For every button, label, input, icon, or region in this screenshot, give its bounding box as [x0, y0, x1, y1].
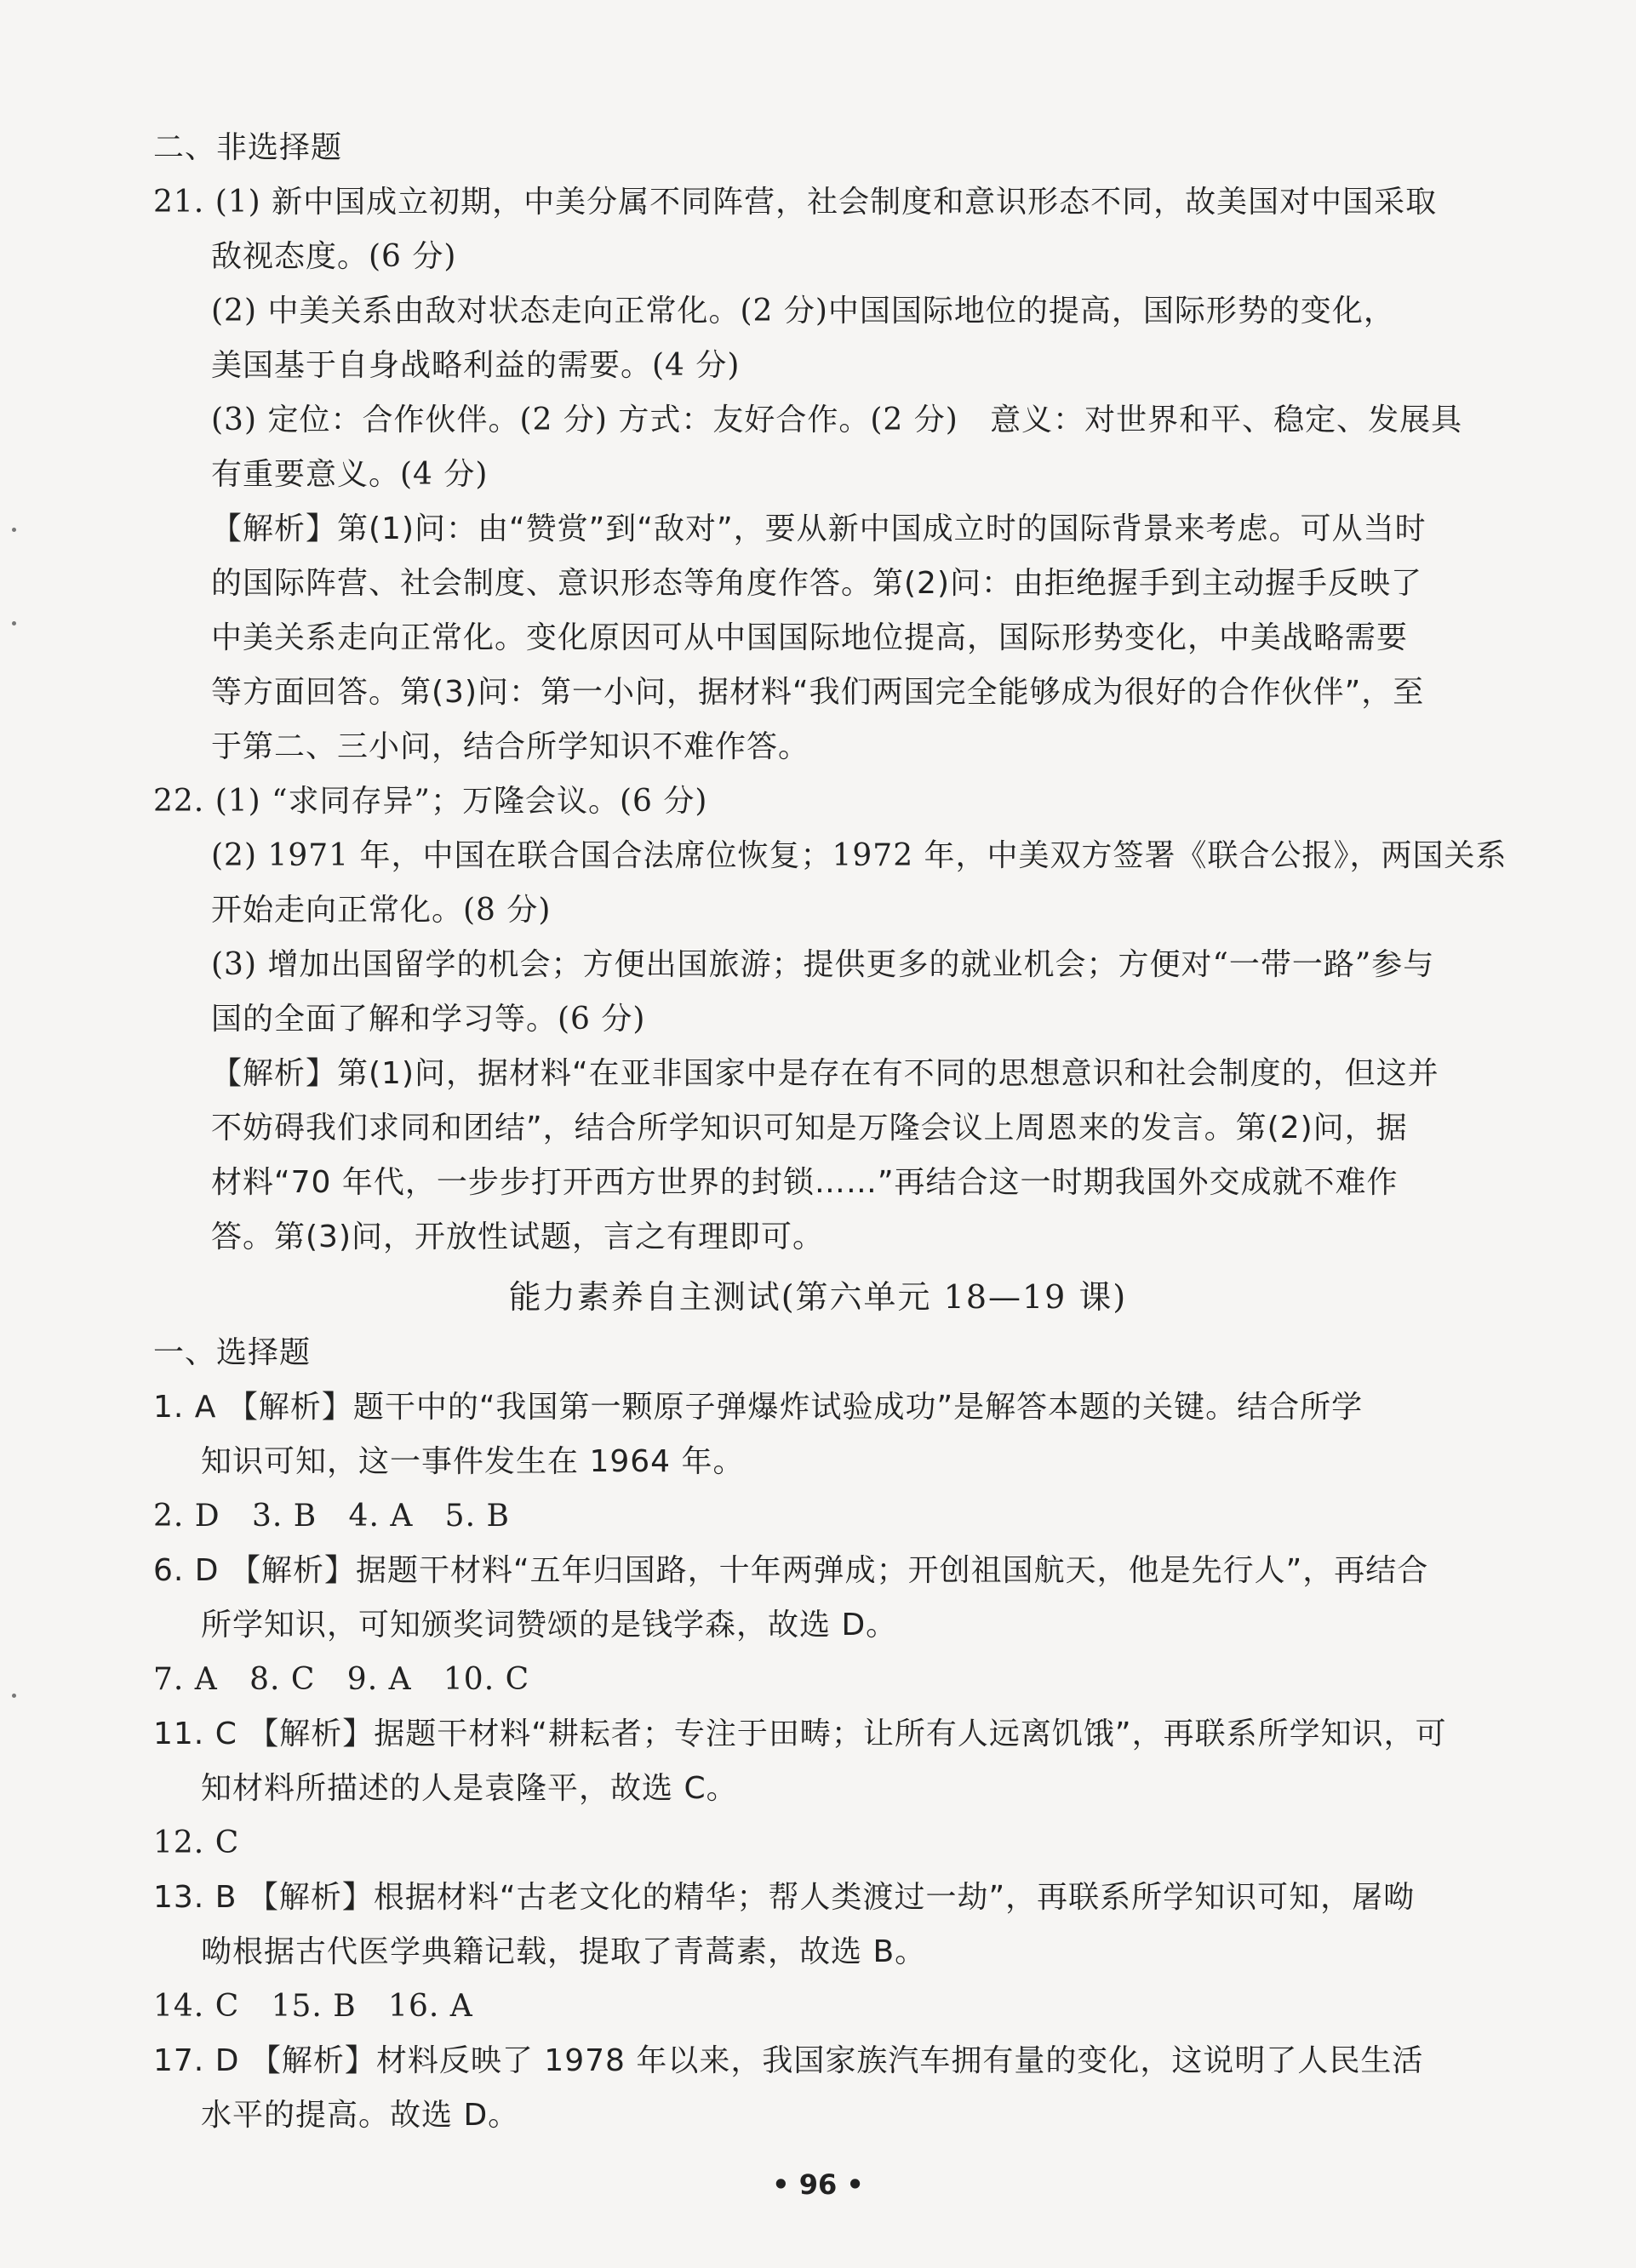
q21-line-6: 有重要意义。(4 分): [211, 457, 489, 492]
q21-line-5: (3) 定位：合作伙伴。(2 分) 方式：友好合作。(2 分) 意义：对世界和平、稳定、发展具: [211, 403, 1463, 437]
answer-12: 12. C: [153, 1825, 240, 1860]
answers-14-16: 14. C 15. B 16. A: [153, 1989, 473, 2024]
q22-line-1: 22. (1) “求同存异”；万隆会议。(6 分): [153, 784, 708, 819]
answer-17-line-1: 17. D 【解析】材料反映了 1978 年以来，我国家族汽车拥有量的变化，这说明了人民生活: [153, 2043, 1424, 2078]
q22-analysis-2: 不妨碍我们求同和团结”，结合所学知识可知是万隆会议上周恩来的发言。第(2)问，据: [211, 1111, 1408, 1145]
page-number: • 96 •: [772, 2168, 864, 2201]
test-title: 能力素养自主测试(第六单元 18—19 课): [508, 1278, 1128, 1316]
q22-analysis-4: 答。第(3)问，开放性试题，言之有理即可。: [211, 1220, 824, 1254]
q21-analysis-4: 等方面回答。第(3)问：第一小问，据材料“我们两国完全能够成为很好的合作伙伴”，至: [211, 675, 1425, 710]
q22-line-2: (2) 1971 年，中国在联合国合法席位恢复；1972 年，中美双方签署《联合公报》，两国关系: [211, 838, 1507, 873]
q21-line-3: (2) 中美关系由敌对状态走向正常化。(2 分)中国国际地位的提高，国际形势的变化，: [211, 294, 1395, 328]
answer-6-line-1: 6. D 【解析】据题干材料“五年归国路，十年两弹成；开创祖国航天，他是先行人”，再结合: [153, 1553, 1429, 1588]
answers-7-10: 7. A 8. C 9. A 10. C: [153, 1662, 530, 1697]
answer-6-line-2: 所学知识，可知颁奖词赞颂的是钱学森，故选 D。: [201, 1608, 898, 1642]
answer-11-line-2: 知材料所描述的人是袁隆平，故选 C。: [201, 1771, 738, 1806]
answer-1-line-2: 知识可知，这一事件发生在 1964 年。: [201, 1444, 745, 1479]
q21-analysis-3: 中美关系走向正常化。变化原因可从中国国际地位提高，国际形势变化，中美战略需要: [211, 620, 1409, 655]
answer-13-line-1: 13. B 【解析】根据材料“古老文化的精华；帮人类渡过一劫”，再联系所学知识可知，屠呦: [153, 1880, 1416, 1915]
answer-13-line-2: 呦根据古代医学典籍记载，提取了青蒿素，故选 B。: [201, 1934, 927, 1969]
q21-analysis-2: 的国际阵营、社会制度、意识形态等角度作答。第(2)问：由拒绝握手到主动握手反映了: [211, 566, 1422, 601]
q22-line-5: 国的全面了解和学习等。(6 分): [211, 1002, 646, 1037]
answers-2-5: 2. D 3. B 4. A 5. B: [153, 1499, 510, 1534]
answer-11-line-1: 11. C 【解析】据题干材料“耕耘者；专注于田畴；让所有人远离饥饿”，再联系所学知识，可: [153, 1717, 1447, 1751]
q21-analysis-5: 于第二、三小问，结合所学知识不难作答。: [211, 729, 810, 764]
margin-mark: [12, 1694, 16, 1698]
q21-line-1: 21. (1) 新中国成立初期，中美分属不同阵营，社会制度和意识形态不同，故美国对中国采取: [153, 185, 1438, 220]
section-heading-choice: 一、选择题: [153, 1335, 312, 1370]
answer-1-line-1: 1. A 【解析】题干中的“我国第一颗原子弹爆炸试验成功”是解答本题的关键。结合所学: [153, 1390, 1364, 1425]
answer-17-line-2: 水平的提高。故选 D。: [201, 2098, 520, 2133]
q22-analysis-3: 材料“70 年代，一步步打开西方世界的封锁……”再结合这一时期我国外交成就不难作: [211, 1165, 1399, 1200]
q21-line-4: 美国基于自身战略利益的需要。(4 分): [211, 348, 741, 383]
margin-mark: [12, 621, 16, 626]
q22-line-3: 开始走向正常化。(8 分): [211, 893, 552, 928]
q21-analysis-1: 【解析】第(1)问：由“赞赏”到“敌对”，要从新中国成立时的国际背景来考虑。可从当时: [211, 511, 1427, 546]
q22-line-4: (3) 增加出国留学的机会；方便出国旅游；提供更多的就业机会；方便对“一带一路”参与: [211, 947, 1435, 982]
q21-line-2: 敌视态度。(6 分): [211, 239, 457, 274]
q22-analysis-1: 【解析】第(1)问，据材料“在亚非国家中是存在有不同的思想意识和社会制度的，但这并: [211, 1056, 1439, 1091]
section-heading-nonchoice: 二、非选择题: [153, 130, 343, 165]
margin-mark: [12, 528, 16, 532]
